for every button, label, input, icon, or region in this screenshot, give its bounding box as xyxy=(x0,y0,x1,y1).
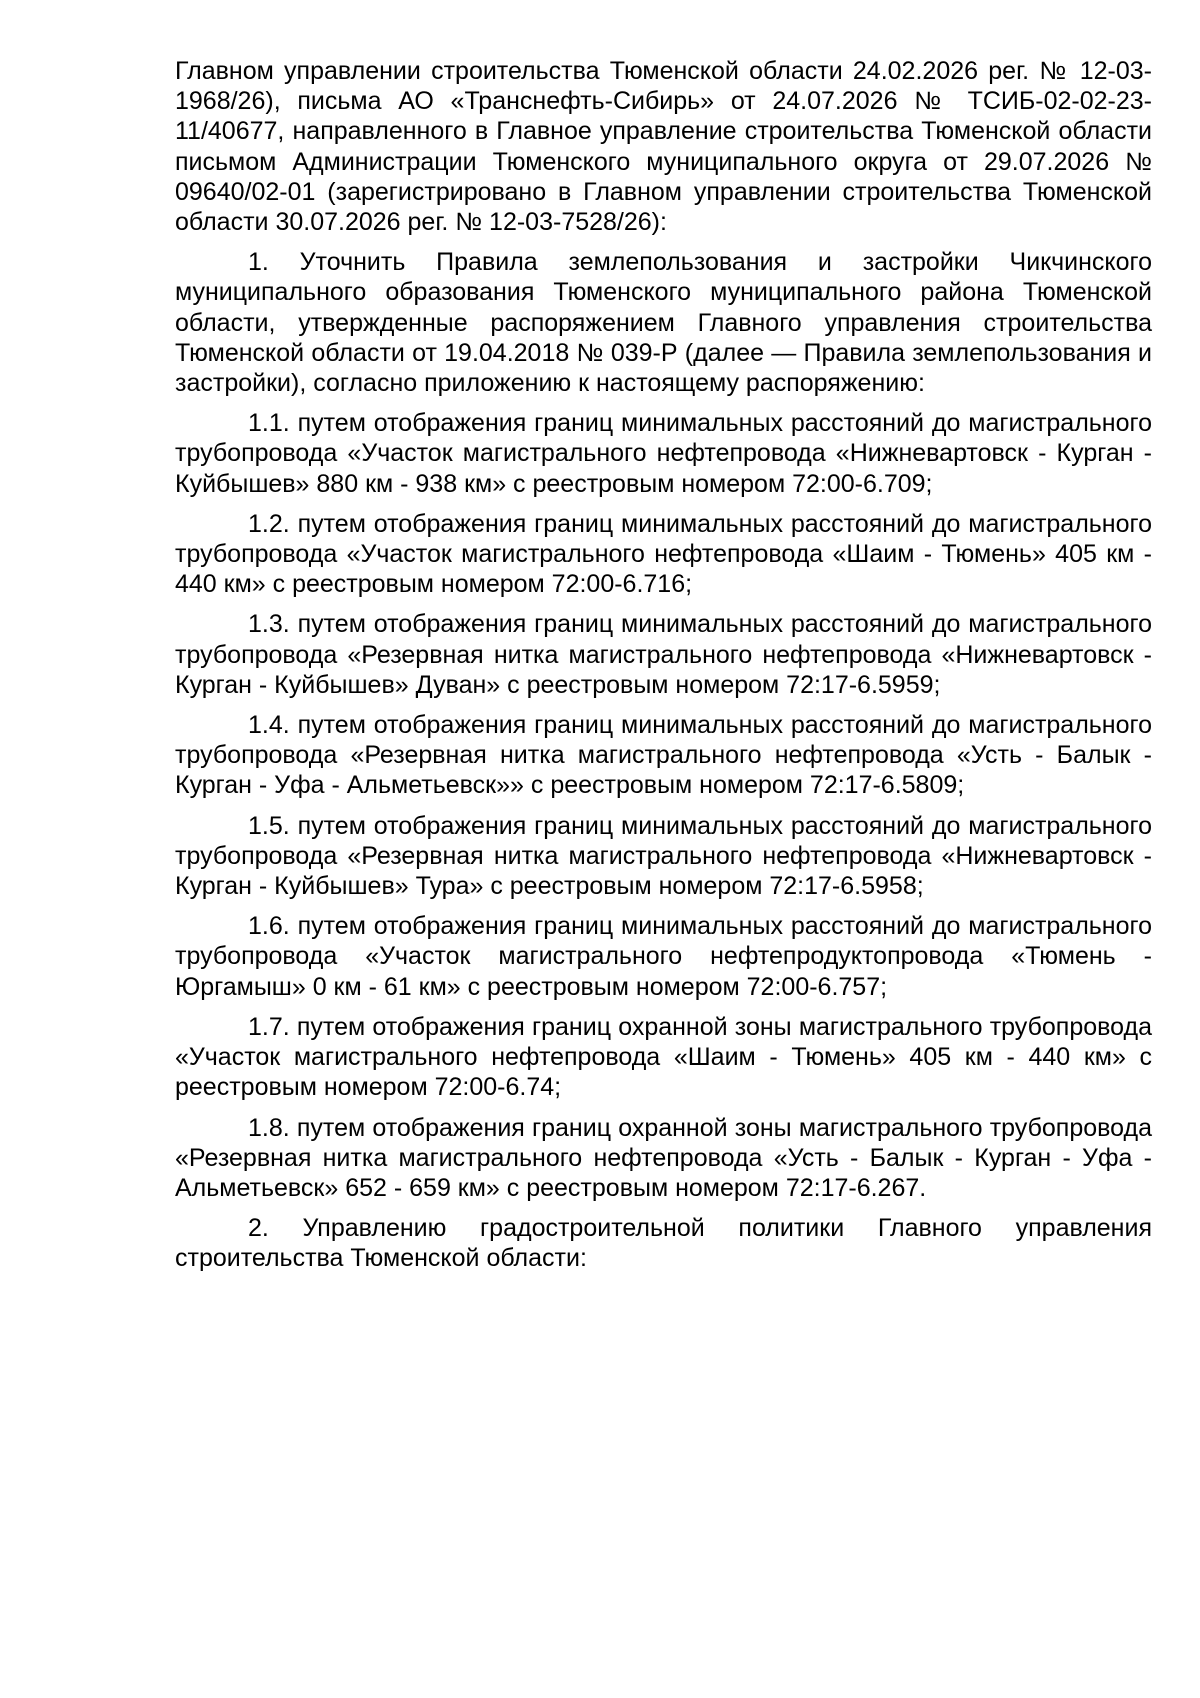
item-1-paragraph: 1. Уточнить Правила землепользования и застройки Чикчинского муниципального образования Тюменского муниципального района Тюменской области, утвержденные распоряжением Главного управления строительства Тюменской области от 19.04.2018 № 039-Р (далее — Правила землепользования и застройки), согласно приложению к настоящему распоряжению: xyxy=(175,248,1152,398)
document-body xyxy=(175,56,1152,1274)
item-1-4-paragraph: 1.4. путем отображения границ минимальных расстояний до магистрального трубопровода «Резервная нитка магистрального нефтепровода «Усть - Балык - Курган - Уфа - Альметьевск»» с реестровым номером 72:17-6.5809; xyxy=(175,711,1152,800)
item-1-6-paragraph: 1.6. путем отображения границ минимальных расстояний до магистрального трубопровода «Участок магистрального нефтепродуктопровода «Тюмень - Юргамыш» 0 км - 61 км» с реестровым номером 72:00-6.757; xyxy=(175,912,1152,1001)
item-1-7-paragraph: 1.7. путем отображения границ охранной зоны магистрального трубопровода «Участок магистрального нефтепровода «Шаим - Тюмень» 405 км - 440 км» с реестровым номером 72:00-6.74; xyxy=(175,1012,1152,1102)
item-2-paragraph: 2. Управлению градостроительной политики Главного управления строительства Тюменской области: xyxy=(175,1214,1152,1273)
intro-paragraph: Главном управлении строительства Тюменской области 24.02.2026 рег. № 12-03-1968/26), письма АО «Транснефть-Сибирь» от 24.07.2026 № ТСИБ-02-02-23-11/40677, направленного в Главное управление строительства Тюменской области письмом Администрации Тюменского муниципального округа от 29.07.2026 № 09640/02-01 (зарегистрировано в Главном управлении строительства Тюменской области 30.07.2026 рег. № 12-03-7528/26): xyxy=(175,57,1152,237)
item-1-5-paragraph: 1.5. путем отображения границ минимальных расстояний до магистрального трубопровода «Резервная нитка магистрального нефтепровода «Нижневартовск - Курган - Куйбышев» Тура» с реестровым номером 72:17-6.5958; xyxy=(175,811,1152,901)
item-1-8-paragraph: 1.8. путем отображения границ охранной зоны магистрального трубопровода «Резервная нитка магистрального нефтепровода «Усть - Балык - Курган - Уфа - Альметьевск» 652 - 659 км» с реестровым номером 72:17-6.267. xyxy=(175,1113,1152,1202)
item-1-1-paragraph: 1.1. путем отображения границ минимальных расстояний до магистрального трубопровода «Участок магистрального нефтепровода «Нижневартовск - Курган - Куйбышев» 880 км - 938 км» с реестровым номером 72:00-6.709; xyxy=(175,409,1152,498)
item-1-3-paragraph: 1.3. путем отображения границ минимальных расстояний до магистрального трубопровода «Резервная нитка магистрального нефтепровода «Нижневартовск - Курган - Куйбышев» Дуван» с реестровым номером 72:17-6.5959; xyxy=(175,610,1152,699)
item-1-2-paragraph: 1.2. путем отображения границ минимальных расстояний до магистрального трубопровода «Участок магистрального нефтепровода «Шаим - Тюмень» 405 км - 440 км» с реестровым номером 72:00-6.716; xyxy=(175,509,1152,599)
